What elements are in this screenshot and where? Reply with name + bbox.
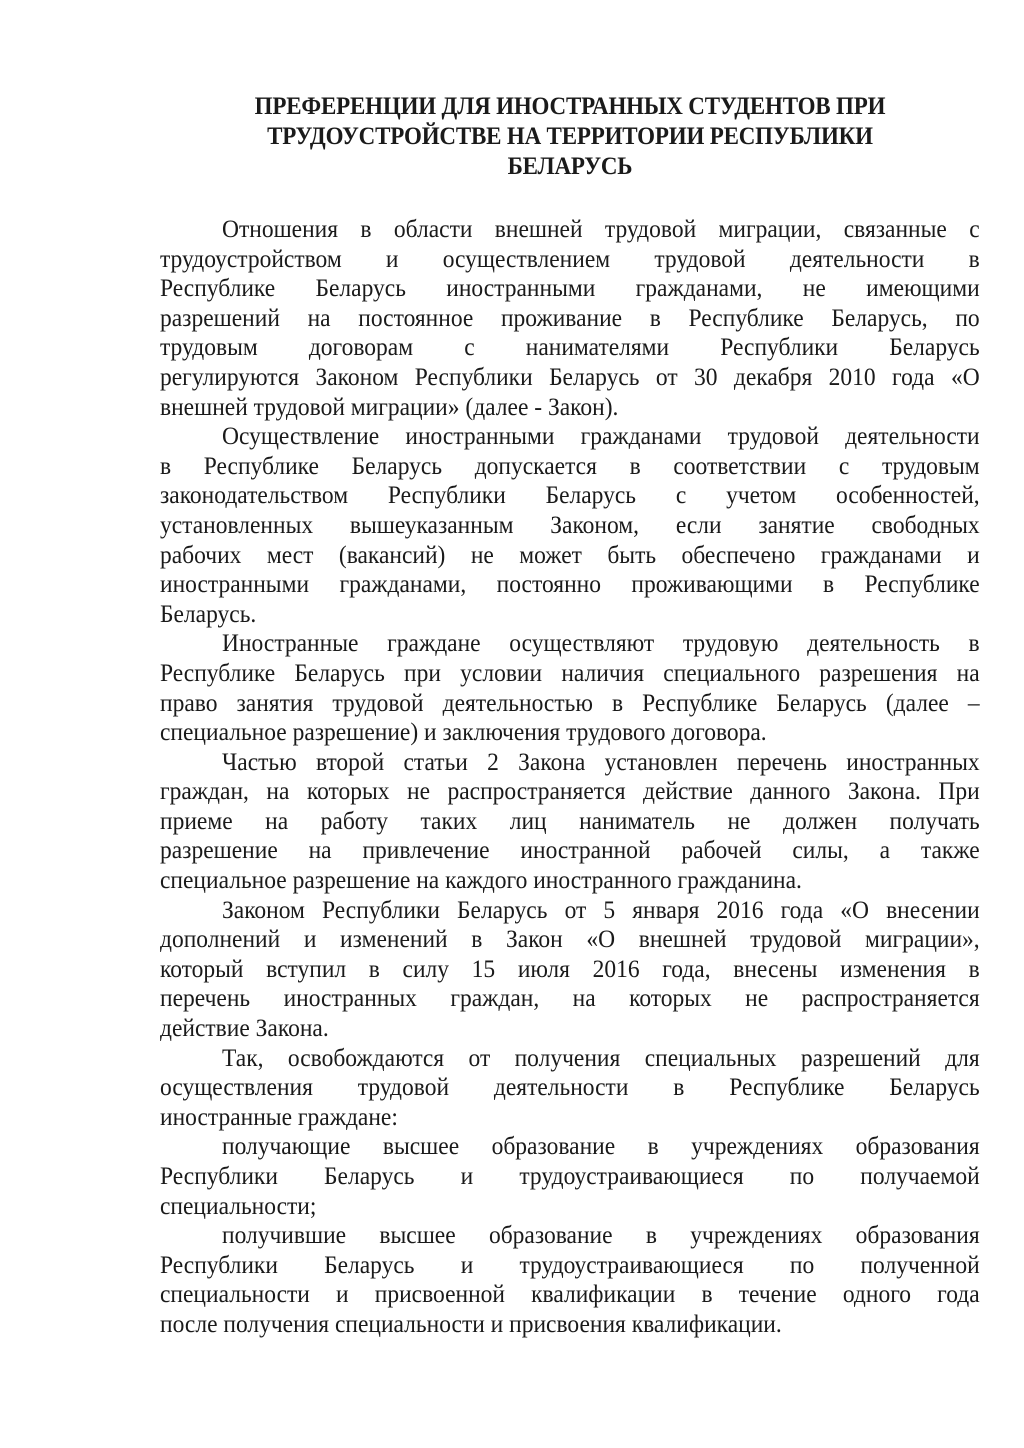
paragraph-line	[160, 866, 980, 896]
paragraph-line-text: право занятия трудовой деятельностью в Республике Беларусь (далее –	[160, 689, 980, 717]
paragraph-line-text: Отношения в области внешней трудовой миграции, связанные с	[222, 216, 980, 243]
paragraph-line-text: после получения специальности и присвоения квалификации.	[160, 1310, 782, 1338]
paragraph-line	[160, 422, 980, 452]
paragraph-line	[160, 925, 980, 955]
paragraph-line	[160, 1014, 980, 1044]
paragraph-line	[160, 896, 980, 926]
paragraph-line	[160, 1280, 980, 1310]
paragraph-line-text: Республики Беларусь и трудоустраивающиеся по получаемой	[160, 1163, 980, 1190]
document-title	[160, 92, 980, 182]
paragraph-line-text: Осуществление иностранными гражданами трудовой деятельности	[222, 423, 980, 451]
title-line: БЕЛАРУСЬ	[507, 153, 633, 180]
paragraph	[160, 1221, 980, 1339]
paragraph	[160, 629, 980, 747]
paragraph-line	[160, 748, 980, 778]
paragraph-line-text: осуществления трудовой деятельности в Республике Беларусь	[160, 1074, 980, 1102]
title-line: ТРУДОУСТРОЙСТВЕ НА ТЕРРИТОРИИ РЕСПУБЛИКИ	[267, 123, 873, 150]
paragraph-line	[160, 333, 980, 363]
paragraph-line	[160, 570, 980, 600]
paragraph-line-text: специальности и присвоенной квалификации в течение одного года	[160, 1281, 980, 1309]
paragraph-line-text: Республике Беларусь иностранными гражданами, не имеющими	[160, 275, 980, 303]
paragraph-line	[160, 1310, 980, 1340]
paragraph-line-text: граждан, на которых не распространяется действие данного Закона. При	[160, 778, 980, 806]
paragraph-line-text: перечень иностранных граждан, на которых не распространяется	[160, 985, 980, 1013]
paragraph-line-text: разрешений на постоянное проживание в Республике Беларусь, по	[160, 304, 980, 332]
paragraph-line	[160, 807, 980, 837]
paragraph-line-text: внешней трудовой миграции» (далее - Закон).	[160, 393, 619, 421]
paragraph-line	[160, 481, 980, 511]
paragraph-line-text: Беларусь.	[160, 600, 257, 628]
paragraph-line-text: трудоустройством и осуществлением трудовой деятельности в	[160, 245, 980, 273]
paragraph-line-text: трудовым договорам с нанимателями Республики Беларусь	[160, 334, 980, 362]
paragraph-line	[160, 689, 980, 719]
paragraph-line	[160, 836, 980, 866]
paragraph-line-text: регулируются Законом Республики Беларусь от 30 декабря 2010 года «О	[160, 363, 980, 391]
paragraph-line	[160, 452, 980, 482]
paragraph-line	[160, 245, 980, 275]
paragraph-line	[160, 215, 980, 245]
paragraph-line	[160, 541, 980, 571]
paragraph-line	[160, 629, 980, 659]
paragraph-line	[160, 659, 980, 689]
paragraph-line-text: приеме на работу таких лиц наниматель не должен получать	[160, 807, 980, 835]
paragraph	[160, 1132, 980, 1221]
paragraph-line-text: иностранными гражданами, постоянно проживающими в Республике	[160, 571, 980, 599]
paragraph-line	[160, 1132, 980, 1162]
paragraph-line-text: который вступил в силу 15 июля 2016 года, внесены изменения в	[160, 955, 980, 983]
paragraph	[160, 215, 980, 422]
paragraph-line-text: Законом Республики Беларусь от 5 января 2016 года «О внесении	[222, 896, 980, 924]
paragraph-line-text: специальности;	[160, 1192, 317, 1220]
paragraph-line-text: Так, освобождаются от получения специальных разрешений для	[222, 1044, 980, 1072]
paragraph-line	[160, 718, 980, 748]
paragraph-line	[160, 1221, 980, 1251]
paragraph-line-text: специальное разрешение на каждого иностранного гражданина.	[160, 867, 802, 895]
paragraph-line	[160, 955, 980, 985]
paragraph	[160, 422, 980, 629]
paragraph-line-text: разрешение на привлечение иностранной рабочей силы, а также	[160, 837, 980, 865]
paragraph-line	[160, 1073, 980, 1103]
paragraph-line-text: получившие высшее образование в учреждениях образования	[222, 1222, 980, 1250]
paragraph-line	[160, 984, 980, 1014]
paragraph-line-text: специальное разрешение) и заключения трудового договора.	[160, 719, 767, 747]
paragraph	[160, 896, 980, 1044]
paragraph-line-text: получающие высшее образование в учреждениях образования	[222, 1133, 980, 1161]
paragraph-line-text: Частью второй статьи 2 Закона установлен перечень иностранных	[222, 748, 980, 776]
paragraph-line-text: Республике Беларусь при условии наличия специального разрешения на	[160, 659, 980, 687]
paragraph-line-text: Республики Беларусь и трудоустраивающиеся по полученной	[160, 1251, 980, 1279]
paragraph	[160, 748, 980, 896]
paragraph-line	[160, 363, 980, 393]
paragraph-line-text: иностранные граждане:	[160, 1103, 398, 1131]
paragraph-line	[160, 1192, 980, 1222]
paragraph-line	[160, 393, 980, 423]
paragraph-line-text: действие Закона.	[160, 1015, 329, 1043]
paragraph-line	[160, 274, 980, 304]
paragraph-line	[160, 1103, 980, 1133]
paragraph-line-text: рабочих мест (вакансий) не может быть обеспечено гражданами и	[160, 541, 980, 569]
paragraph-line	[160, 1044, 980, 1074]
document-body	[160, 215, 980, 1340]
paragraph-line-text: установленных вышеуказанным Законом, если занятие свободных	[160, 511, 980, 539]
paragraph-line-text: Иностранные граждане осуществляют трудовую деятельность в	[222, 630, 980, 658]
paragraph-line	[160, 777, 980, 807]
paragraph-line-text: дополнений и изменений в Закон «О внешней трудовой миграции»,	[160, 926, 980, 954]
paragraph-line	[160, 600, 980, 630]
paragraph-line-text: в Республике Беларусь допускается в соответствии с трудовым	[160, 452, 980, 480]
paragraph-line-text: законодательством Республики Беларусь с учетом особенностей,	[160, 482, 980, 510]
paragraph-line	[160, 1251, 980, 1281]
title-line: ПРЕФЕРЕНЦИИ ДЛЯ ИНОСТРАННЫХ СТУДЕНТОВ ПРИ	[254, 93, 886, 120]
paragraph-line	[160, 1162, 980, 1192]
paragraph-line	[160, 304, 980, 334]
paragraph	[160, 1044, 980, 1133]
paragraph-line	[160, 511, 980, 541]
